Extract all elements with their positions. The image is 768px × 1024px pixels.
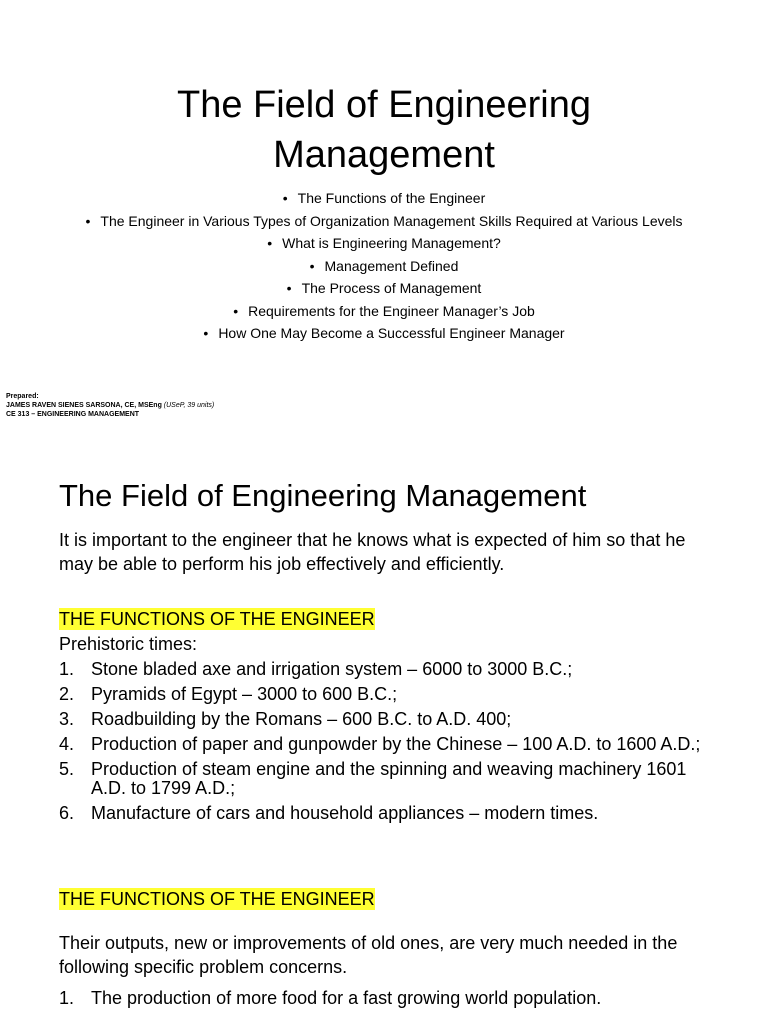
list-text: Stone bladed axe and irrigation system – 6000 to 3000 B.C.; <box>91 659 573 679</box>
highlighted-heading: THE FUNCTIONS OF THE ENGINEER <box>59 609 375 629</box>
bullet-icon: • <box>309 257 315 274</box>
bullet-icon: • <box>282 190 288 206</box>
author-affiliation: (USeP, 39 units) <box>163 402 215 409</box>
content-slide <box>0 452 768 1024</box>
list-number: 3. <box>59 709 75 729</box>
bullet-item <box>84 325 684 341</box>
outputs-paragraph: Their outputs, new or improvements of old ones, are very much needed in the following specific problem concerns. <box>59 933 678 977</box>
author-credit <box>6 392 214 419</box>
bullet-icon: • <box>233 302 239 319</box>
slide-title: The Field of Engineering Management <box>59 478 587 513</box>
list-item <box>59 989 719 1008</box>
bullet-item <box>84 280 684 296</box>
list-number: 1. <box>59 988 75 1008</box>
bullet-icon: • <box>267 235 273 251</box>
bullet-icon: • <box>85 212 91 229</box>
title-slide <box>0 0 768 440</box>
author-line <box>6 401 214 410</box>
bullet-text: Management Defined <box>324 257 459 274</box>
bullet-text: How One May Become a Successful Engineer Manager <box>218 325 565 341</box>
highlighted-heading: THE FUNCTIONS OF THE ENGINEER <box>59 889 375 909</box>
problem-list <box>59 989 719 1014</box>
list-number: 5. <box>59 759 75 779</box>
bullet-text: What is Engineering Management? <box>282 235 501 251</box>
list-number: 4. <box>59 734 75 754</box>
bullet-text: The Engineer in Various Types of Organization Management Skills Required at Various Levels <box>100 212 683 229</box>
title-line-2: Management <box>273 134 495 176</box>
list-item <box>59 685 719 704</box>
list-text: Roadbuilding by the Romans – 600 B.C. to A.D. 400; <box>91 709 512 729</box>
list-number: 6. <box>59 803 75 823</box>
bullet-item <box>84 235 684 251</box>
subheading: Prehistoric times: <box>59 634 198 654</box>
topic-bullet-list <box>84 190 684 348</box>
title-line-1: The Field of Engineering <box>176 84 592 126</box>
history-list <box>59 660 719 829</box>
list-text: Pyramids of Egypt – 3000 to 600 B.C.; <box>91 684 398 704</box>
section-heading <box>59 608 719 630</box>
list-text: Production of paper and gunpowder by the Chinese – 100 A.D. to 1600 A.D.; <box>91 734 701 754</box>
author-name: JAMES RAVEN SIENES SARSONA, CE, MSEng <box>6 402 162 409</box>
list-number: 2. <box>59 684 75 704</box>
bullet-icon: • <box>286 280 292 296</box>
list-item <box>59 710 719 729</box>
list-item <box>59 660 719 679</box>
list-item <box>59 760 719 798</box>
bullet-text: The Functions of the Engineer <box>297 190 486 206</box>
list-text: Production of steam engine and the spinning and weaving machinery 1601 A.D. to 1799 A.D.; <box>91 759 687 798</box>
prepared-label: Prepared: <box>6 393 39 400</box>
course-line: CE 313 – ENGINEERING MANAGEMENT <box>6 411 140 418</box>
section-heading <box>59 888 719 910</box>
list-item <box>59 804 719 823</box>
bullet-text: The Process of Management <box>301 280 482 296</box>
bullet-item <box>84 303 684 319</box>
bullet-text: Requirements for the Engineer Manager’s Job <box>248 302 535 319</box>
list-item <box>59 735 719 754</box>
bullet-item <box>84 190 684 206</box>
intro-paragraph: It is important to the engineer that he knows what is expected of him so that he may be able to perform his job effectively and efficiently. <box>59 530 686 574</box>
slide-title <box>0 80 768 180</box>
bullet-item <box>84 258 684 274</box>
bullet-item <box>84 213 684 229</box>
list-text: Manufacture of cars and household appliances – modern times. <box>91 803 599 823</box>
bullet-icon: • <box>203 325 209 341</box>
list-number: 1. <box>59 659 75 679</box>
list-text: The production of more food for a fast growing world population. <box>91 988 602 1008</box>
